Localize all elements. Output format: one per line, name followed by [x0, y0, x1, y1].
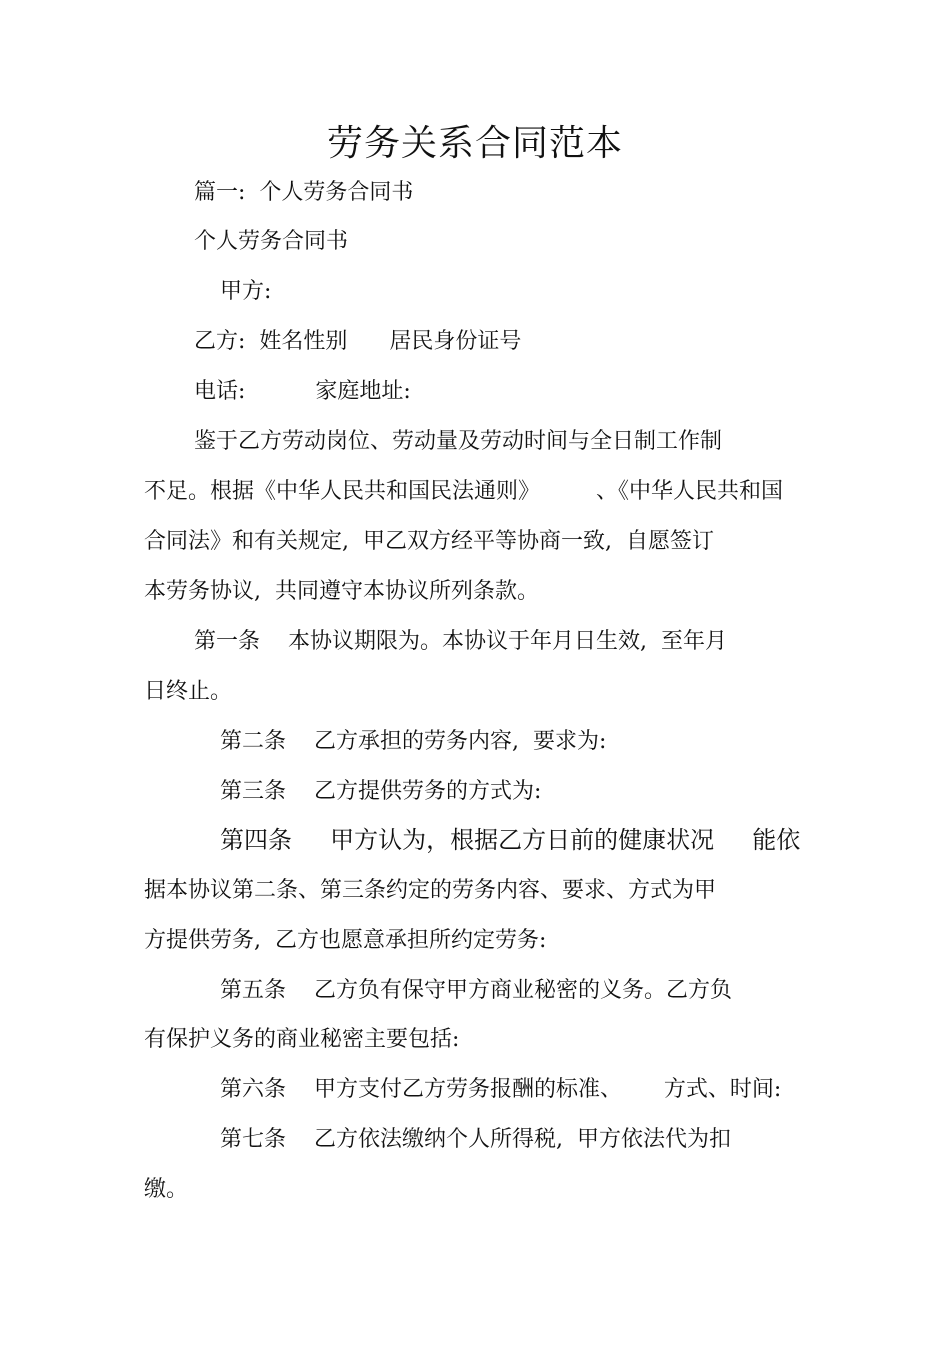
party-a-line: 甲方: [220, 279, 272, 304]
article-6: 第六条 甲方支付乙方劳务报酬的标准、 方式、时间: [220, 1077, 782, 1102]
phone-address-line: 电话: 家庭地址: [194, 379, 411, 404]
paragraph-line: 不足。根据《中华人民共和国民法通则》 、《中华人民共和国 [144, 479, 783, 504]
paragraph-line: 本劳务协议, 共同遵守本协议所列条款。 [144, 579, 539, 604]
article-5: 第五条 乙方负有保守甲方商业秘密的义务。乙方负 [220, 978, 732, 1003]
article-5-cont: 有保护义务的商业秘密主要包括: [144, 1027, 460, 1052]
article-4-cont: 方提供劳务, 乙方也愿意承担所约定劳务: [144, 928, 547, 953]
section-heading: 篇一: 个人劳务合同书 [194, 180, 414, 205]
article-7: 第七条 乙方依法缴纳个人所得税, 甲方依法代为扣 [220, 1127, 731, 1152]
article-1-cont: 日终止。 [144, 679, 233, 704]
contract-subtitle: 个人劳务合同书 [194, 229, 349, 254]
paragraph-line: 合同法》和有关规定, 甲乙双方经平等协商一致, 自愿签订 [144, 529, 714, 554]
paragraph-line: 鉴于乙方劳动岗位、劳动量及劳动时间与全日制工作制 [194, 429, 723, 454]
document-title: 劳务关系合同范本 [326, 123, 623, 164]
article-1: 第一条 本协议期限为。本协议于年月日生效, 至年月 [194, 629, 727, 654]
party-b-line: 乙方: 姓名性别 居民身份证号 [194, 329, 522, 354]
article-3: 第三条 乙方提供劳务的方式为: [220, 779, 542, 804]
article-4-cont: 据本协议第二条、第三条约定的劳务内容、要求、方式为甲 [144, 878, 717, 903]
article-4: 第四条 甲方认为，根据乙方日前的健康状况 能依 [220, 826, 801, 854]
article-7-cont: 缴。 [144, 1177, 189, 1202]
article-2: 第二条 乙方承担的劳务内容, 要求为: [220, 729, 607, 754]
